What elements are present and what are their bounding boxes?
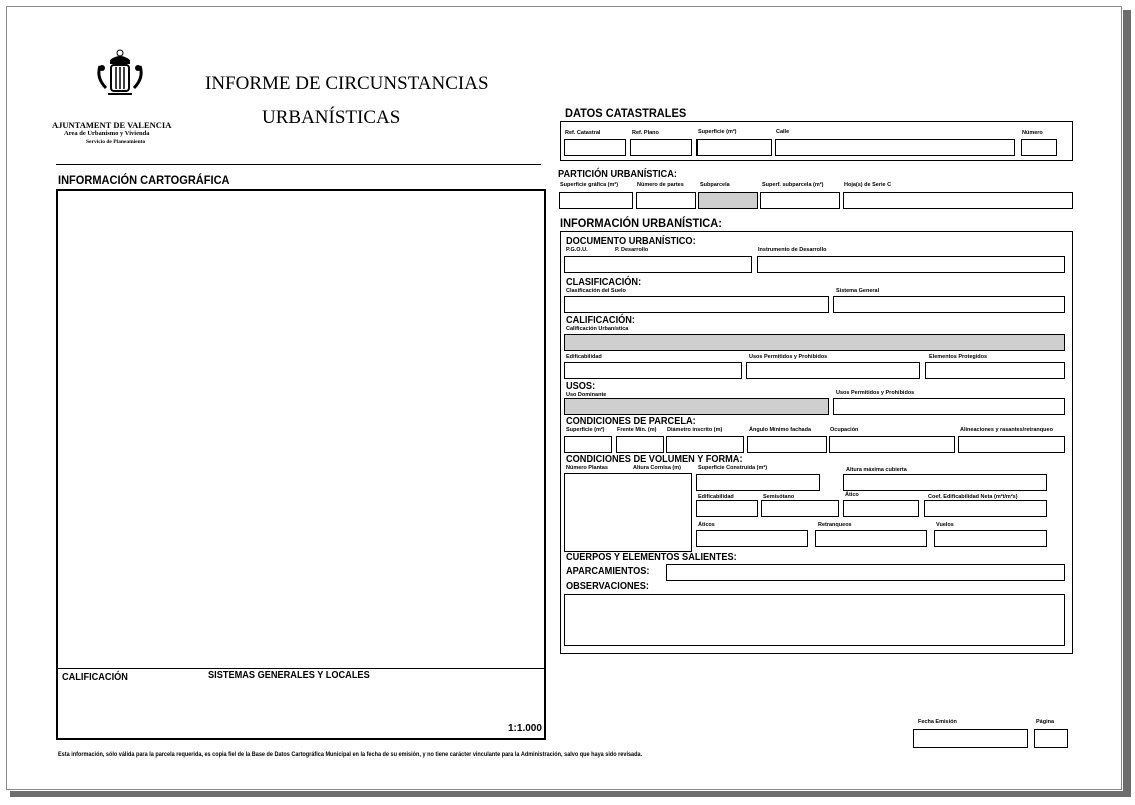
- calificacion-title: CALIFICACIÓN:: [566, 315, 635, 326]
- numero-partes-label: Número de partes: [637, 182, 684, 188]
- parcela-angulo-field[interactable]: [747, 436, 827, 453]
- usos-permitidos-field[interactable]: [746, 362, 920, 379]
- observaciones-field[interactable]: [564, 594, 1065, 646]
- calificacion-urbanistica-label: Calificación Urbanística: [566, 326, 629, 332]
- subparcela-label: Subparcela: [700, 182, 730, 188]
- org-department: Area de Urbanismo y Vivienda: [64, 130, 150, 137]
- superf-subparcela-label: Superf. subparcela (m²): [762, 182, 824, 188]
- parcela-alineaciones-label: Alineaciones y rasantes/retranqueo: [960, 427, 1053, 433]
- sistemas-legend-label: SISTEMAS GENERALES Y LOCALES: [208, 670, 370, 681]
- cartografia-title: INFORMACIÓN CARTOGRÁFICA: [58, 173, 230, 187]
- uso-dominante-label: Uso Dominante: [566, 392, 607, 398]
- numero-plantas-label: Número Plantas: [566, 465, 608, 471]
- report-title-line1: INFORME DE CIRCUNSTANCIAS: [205, 73, 489, 94]
- retranqueos-field[interactable]: [815, 530, 927, 547]
- altura-cubierta-field[interactable]: [843, 474, 1047, 491]
- particion-title: PARTICIÓN URBANÍSTICA:: [558, 169, 677, 180]
- vol-edificabilidad-label: Edificabilidad: [698, 494, 734, 500]
- pagina-label: Página: [1036, 719, 1055, 725]
- coat-of-arms-logo: [92, 48, 148, 98]
- plano-volumen-box[interactable]: [564, 473, 692, 552]
- clasificacion-suelo-label: Clasificación del Suelo: [566, 288, 626, 294]
- instrumento-field[interactable]: [757, 256, 1065, 273]
- sistema-general-label: Sistema General: [836, 288, 880, 294]
- condiciones-parcela-title: CONDICIONES DE PARCELA:: [566, 416, 696, 427]
- aticos-field[interactable]: [696, 530, 808, 547]
- datos-catastrales-title: DATOS CATASTRALES: [565, 106, 687, 120]
- calle-label: Calle: [776, 129, 790, 135]
- vuelos-label: Vuelos: [936, 522, 954, 528]
- map-scale: 1:1.000: [508, 723, 542, 734]
- org-service: Servicio de Planeamiento: [86, 139, 146, 145]
- altura-cornisa-label: Altura Cornisa (m): [633, 465, 681, 471]
- clasificacion-suelo-field[interactable]: [564, 296, 829, 313]
- header-divider: [56, 164, 541, 165]
- parcela-angulo-label: Ángulo Mínimo fachada: [749, 427, 812, 433]
- map-frame: [56, 189, 546, 740]
- calificacion-urbanistica-field[interactable]: [564, 334, 1065, 351]
- parcela-ocupacion-field[interactable]: [829, 436, 955, 453]
- superficie-construida-field[interactable]: [696, 474, 820, 491]
- map-legend-divider: [56, 668, 546, 669]
- p-desarrollo-label: P. Desarrollo: [615, 247, 649, 253]
- info-urbanistica-title: INFORMACIÓN URBANÍSTICA:: [560, 216, 722, 230]
- cuerpos-salientes-title: CUERPOS Y ELEMENTOS SALIENTES:: [566, 552, 737, 563]
- parcela-frente-field[interactable]: [616, 436, 664, 453]
- aparcamientos-title: APARCAMIENTOS:: [566, 566, 650, 577]
- coef-edificabilidad-label: Coef. Edificabilidad Neta (m²t/m²s): [928, 494, 1018, 500]
- hoja-serie-label: Hoja(s) de Serie C: [844, 182, 892, 188]
- observaciones-title: OBSERVACIONES:: [566, 581, 649, 592]
- sistema-general-field[interactable]: [833, 296, 1065, 313]
- superficie-label: Superficie (m²): [698, 129, 737, 135]
- numero-label: Número: [1022, 130, 1043, 136]
- disclaimer-text: Esta información, sólo válida para la parcela requerida, es copia fiel de la Base de Datos Cartográfica Municipal en la fecha de su emisión, y no tiene carácter vinculante para la Administración, salvo que haya sido revisada.: [58, 751, 643, 758]
- elementos-protegidos-label: Elementos Protegidos: [929, 354, 988, 360]
- vuelos-field[interactable]: [934, 530, 1047, 547]
- superficie-construida-label: Superficie Construida (m²): [698, 465, 768, 471]
- numero-field[interactable]: [1021, 139, 1057, 156]
- semisotano-field[interactable]: [761, 500, 839, 517]
- parcela-alineaciones-field[interactable]: [958, 436, 1065, 453]
- parcela-diametro-field[interactable]: [666, 436, 744, 453]
- ref-plano-field[interactable]: [630, 139, 692, 156]
- usos-title: USOS:: [566, 381, 596, 392]
- pgou-label: P.G.O.U.: [566, 247, 588, 253]
- coef-edificabilidad-field[interactable]: [924, 500, 1047, 517]
- pagina-field[interactable]: [1034, 729, 1068, 748]
- superficie-field[interactable]: [696, 139, 772, 156]
- retranqueos-label: Retranqueos: [818, 522, 852, 528]
- superficie-grafica-field[interactable]: [559, 192, 633, 209]
- superficie-grafica-label: Superficie gráfica (m²): [560, 182, 619, 188]
- edificabilidad-label: Edificabilidad: [566, 354, 602, 360]
- aparcamientos-field[interactable]: [666, 564, 1065, 581]
- altura-cubierta-label: Altura máxima cubierta: [846, 467, 907, 473]
- condiciones-volumen-title: CONDICIONES DE VOLUMEN Y FORMA:: [566, 454, 743, 465]
- ref-catastral-label: Ref. Catastral: [565, 130, 601, 136]
- parcela-diametro-label: Diámetro inscrito (m): [667, 427, 723, 433]
- atico-label: Ático: [845, 492, 859, 498]
- vol-edificabilidad-field[interactable]: [696, 500, 758, 517]
- hoja-serie-field[interactable]: [843, 192, 1073, 209]
- aticos-label: Áticos: [698, 522, 715, 528]
- elementos-protegidos-field[interactable]: [925, 362, 1065, 379]
- superf-subparcela-field[interactable]: [760, 192, 840, 209]
- uso-dominante-field[interactable]: [564, 398, 829, 415]
- pgou-field[interactable]: [564, 256, 752, 273]
- usos-permitidos-prohibidos-field[interactable]: [833, 398, 1065, 415]
- parcela-superficie-label: Superficie (m²): [566, 427, 605, 433]
- clasificacion-title: CLASIFICACIÓN:: [566, 277, 642, 288]
- numero-partes-field[interactable]: [636, 192, 696, 209]
- usos-permitidos-label: Usos Permitidos y Prohibidos: [749, 354, 828, 360]
- subparcela-field[interactable]: [698, 192, 758, 209]
- report-title-line2: URBANÍSTICAS: [262, 107, 401, 128]
- fecha-emision-label: Fecha Emisión: [918, 719, 957, 725]
- org-name: AJUNTAMENT DE VALENCIA: [52, 120, 172, 130]
- calificacion-legend-label: CALIFICACIÓN: [62, 672, 128, 683]
- atico-field[interactable]: [843, 500, 919, 517]
- semisotano-label: Semisótano: [763, 494, 795, 500]
- instrumento-label: Instrumento de Desarrollo: [758, 247, 827, 253]
- documento-title: DOCUMENTO URBANÍSTICO:: [566, 236, 696, 247]
- ref-catastral-field[interactable]: [564, 139, 626, 156]
- calle-field[interactable]: [775, 139, 1015, 156]
- usos-permitidos-prohibidos-label: Usos Permitidos y Prohibidos: [836, 390, 915, 396]
- parcela-ocupacion-label: Ocupación: [830, 427, 859, 433]
- parcela-frente-label: Frente Mín. (m): [617, 427, 657, 433]
- ref-plano-label: Ref. Plano: [632, 130, 659, 136]
- fecha-emision-field[interactable]: [913, 729, 1028, 748]
- page-shadow-bottom: [10, 791, 1131, 797]
- parcela-superficie-field[interactable]: [564, 436, 612, 453]
- edificabilidad-field[interactable]: [564, 362, 742, 379]
- page-shadow-right: [1123, 10, 1131, 797]
